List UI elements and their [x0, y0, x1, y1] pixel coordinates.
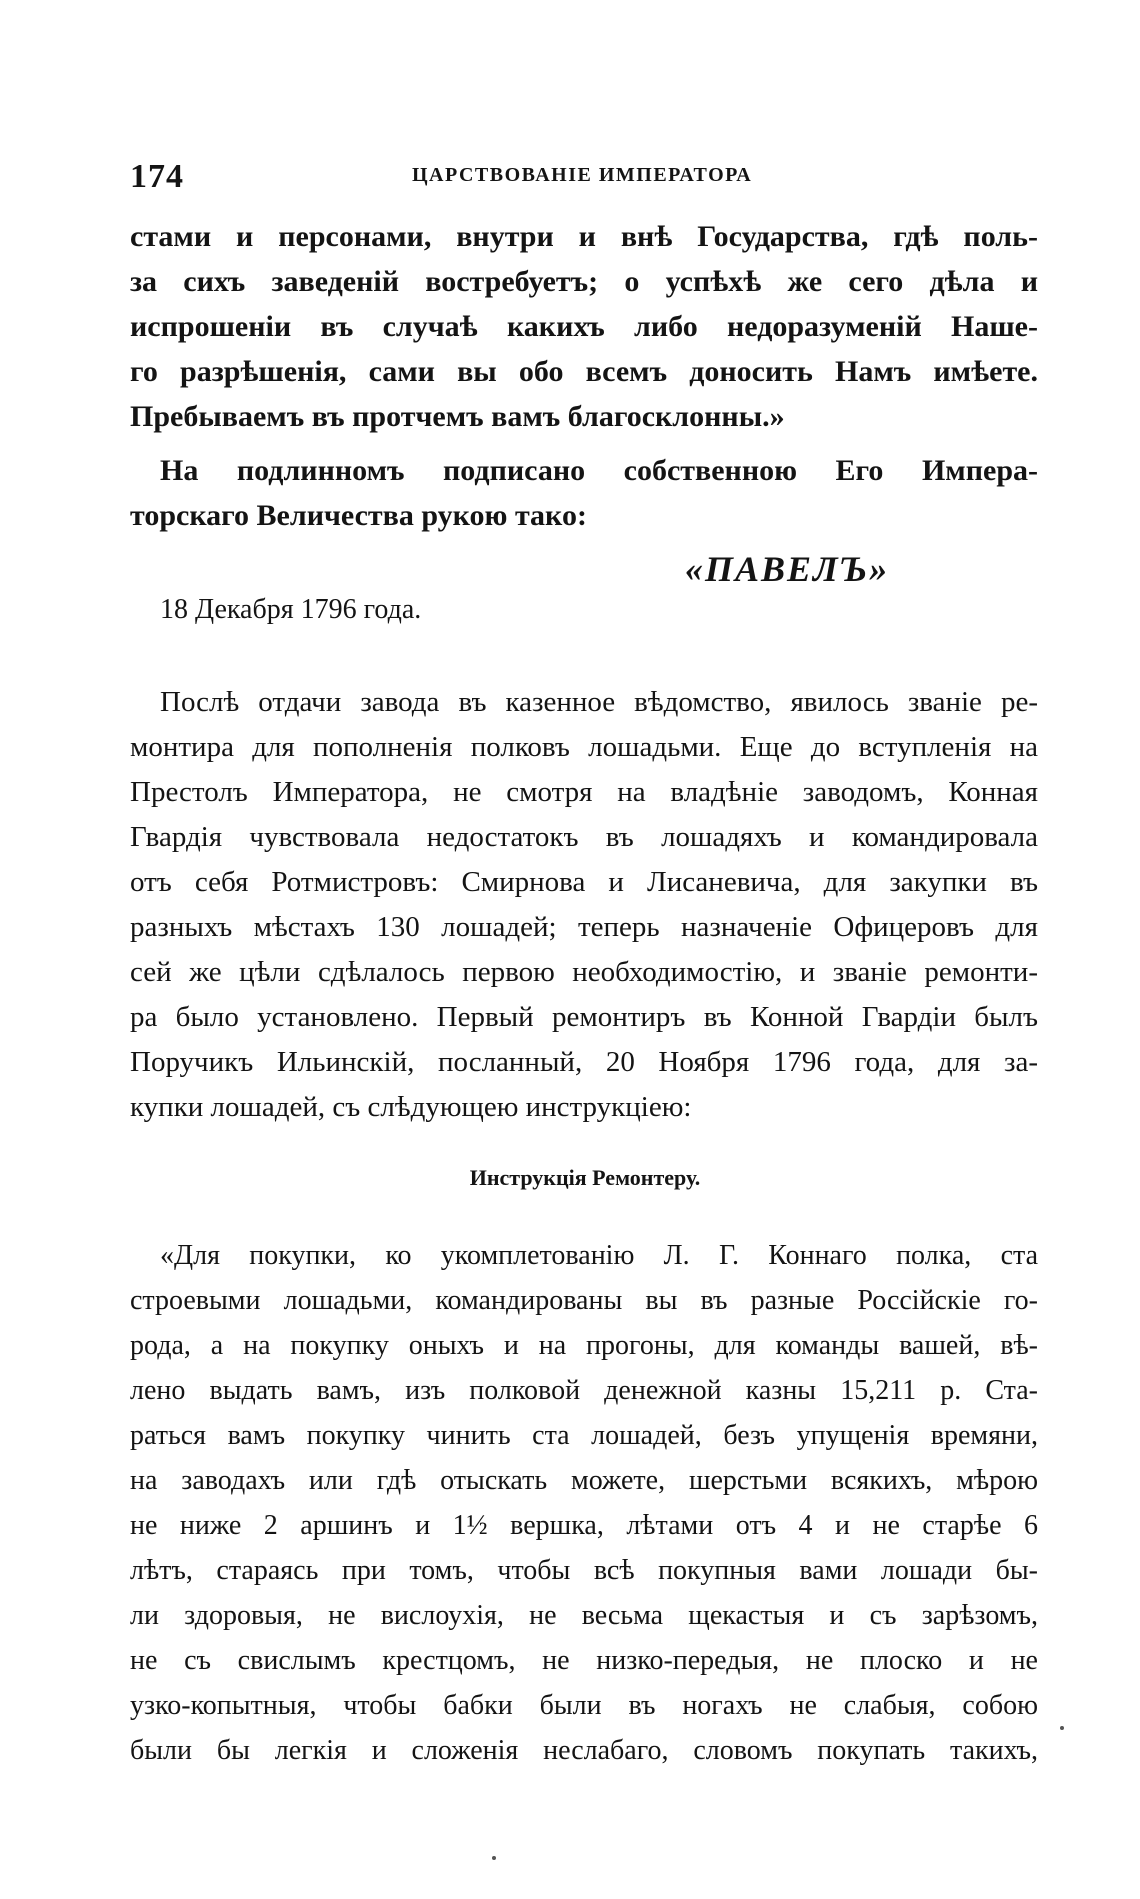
text-line: рода, а на покупку оныхъ и на прогоны, для команды вашей, вѣ- [130, 1330, 1038, 1361]
text-line: за сихъ заведеній востребуетъ; о успѣхѣ же сего дѣла и [130, 265, 1038, 298]
running-title: ЦАРСТВОВАНІЕ ИМПЕРАТОРА [412, 164, 753, 186]
text-line: ра было установлено. Первый ремонтиръ въ Конной Гвардіи былъ [130, 1001, 1038, 1033]
text-line: На подлинномъ подписано собственною Его Импера- [160, 454, 1038, 487]
top-paragraph [130, 214, 1038, 439]
text-line: испрошеніи въ случаѣ какихъ либо недоразуменій Наше- [130, 310, 1038, 343]
text-line: узко-копытныя, чтобы бабки были въ ногахъ не слабыя, собою [130, 1690, 1038, 1721]
text-line: не ниже 2 аршинъ и 1½ вершка, лѣтами отъ 4 и не старѣе 6 [130, 1510, 1038, 1541]
text-line: торскаго Величества рукою тако: [130, 499, 587, 532]
text-line: строевыми лошадьми, командированы вы въ разные Россійскіе го- [130, 1285, 1038, 1316]
text-line: были бы легкія и сложенія неслабаго, словомъ покупать такихъ, [130, 1735, 1038, 1766]
text-line: лѣтъ, стараясь при томъ, чтобы всѣ покупныя вами лошади бы- [130, 1555, 1038, 1586]
text-line: Гвардія чувствовала недостатокъ въ лошадяхъ и командировала [130, 821, 1038, 853]
section-title: Инструкція Ремонтеру. [469, 1165, 701, 1190]
text-line: раться вамъ покупку чинить ста лошадей, безъ упущенія времяни, [130, 1420, 1038, 1451]
text-line: разныхъ мѣстахъ 130 лошадей; теперь назначеніе Офицеровъ для [130, 911, 1038, 943]
text-line: ли здоровыя, не вислоухія, не весьма щекастыя и съ зарѣзомъ, [130, 1600, 1038, 1631]
date-line: 18 Декабря 1796 года. [160, 594, 422, 625]
page-header [130, 158, 1040, 198]
signed-paragraph [130, 448, 1038, 538]
instruction-paragraph [130, 1233, 1038, 1773]
text-line: лено выдать вамъ, изъ полковой денежной казны 15,211 р. Ста- [130, 1375, 1038, 1406]
print-speck [492, 1856, 496, 1860]
text-line: «Для покупки, ко укомплетованію Л. Г. Коннаго полка, ста [160, 1240, 1038, 1271]
text-line: отъ себя Ротмистровъ: Смирнова и Лисаневича, для закупки въ [130, 866, 1038, 898]
text-line: Пребываемъ въ протчемъ вамъ благосклонны.» [130, 400, 785, 433]
text-line: Поручикъ Ильинскій, посланный, 20 Ноября 1796 года, для за- [130, 1046, 1038, 1078]
text-line: сей же цѣли сдѣлалось первою необходимостію, и званіе ремонти- [130, 956, 1038, 988]
text-line: стами и персонами, внутри и внѣ Государства, гдѣ поль- [130, 220, 1038, 253]
text-line: Престолъ Императора, не смотря на владѣніе заводомъ, Конная [130, 776, 1038, 808]
print-speck [1060, 1726, 1064, 1730]
main-paragraph [130, 680, 1038, 1130]
text-line: не съ свислымъ крестцомъ, не низко-передыя, не плоско и не [130, 1645, 1038, 1676]
text-line: на заводахъ или гдѣ отыскать можете, шерстьми всякихъ, мѣрою [130, 1465, 1038, 1496]
text-line: монтира для пополненія полковъ лошадьми. Еще до вступленія на [130, 731, 1038, 763]
text-line: го разрѣшенія, сами вы обо всемъ доносить Намъ имѣете. [130, 355, 1038, 388]
text-line: Послѣ отдачи завода въ казенное вѣдомство, явилось званіе ре- [160, 686, 1038, 718]
text-line: купки лошадей, съ слѣдующею инструкціею: [130, 1091, 692, 1123]
page-number: 174 [130, 158, 184, 195]
signature: «ПАВЕЛЪ» [685, 549, 890, 589]
